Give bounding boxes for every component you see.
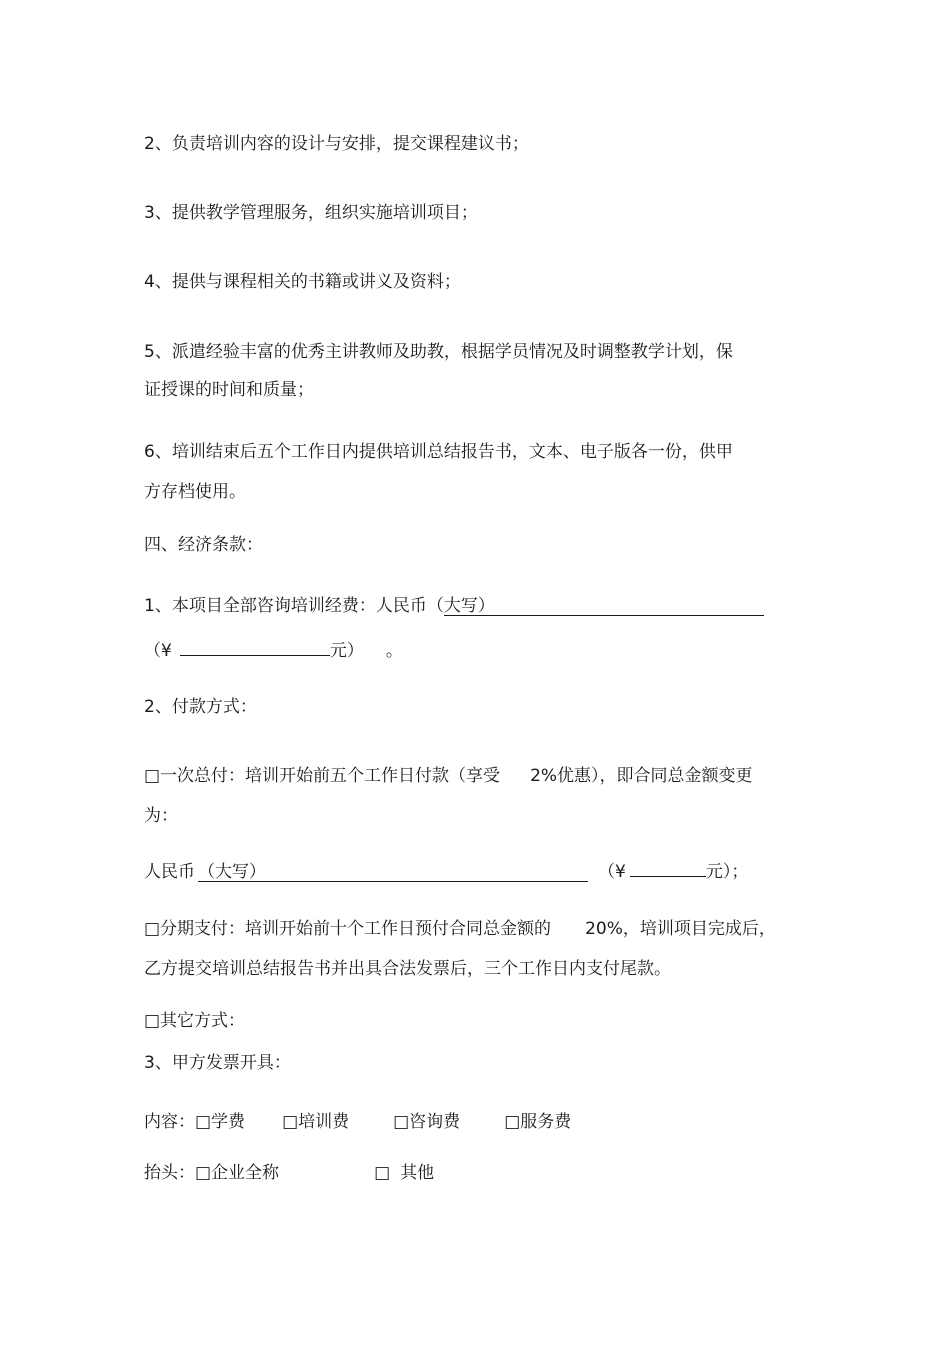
option2-percent: 20%，培训项目完成后， [585, 919, 776, 939]
fee-daxie-label: 大写） [443, 596, 495, 616]
rmb-yen-open: （¥ [598, 862, 626, 882]
payment-option-installment[interactable] [144, 918, 776, 940]
clause-item-4: 4、提供与课程相关的书籍或讲义及资料； [144, 272, 461, 292]
invoice-option-tuition[interactable]: □学费 [195, 1112, 246, 1132]
invoice-content-label: 内容： [144, 1112, 195, 1132]
fee-label: 1、本项目全部咨询培训经费：人民币（ [144, 596, 444, 616]
fee-numeric-blank[interactable] [180, 635, 330, 656]
fee-yen-open: （¥ [144, 641, 172, 661]
fee-period: 。 [385, 641, 403, 661]
clause-item-2: 2、负责培训内容的设计与安排，提交课程建议书； [144, 134, 529, 154]
option1-discount: 2%优惠），即合同总金额变更 [530, 766, 753, 786]
clause-item-5-line-1: 5、派遣经验丰富的优秀主讲教师及助教，根据学员情况及时调整教学计划，保 [144, 342, 733, 362]
clause-item-6-line-1: 6、培训结束后五个工作日内提供培训总结报告书，文本、电子版各一份，供甲 [144, 442, 733, 462]
clause-item-3: 3、提供教学管理服务，组织实施培训项目； [144, 203, 478, 223]
option2-line-2: 乙方提交培训总结报告书并出具合法发票后，三个工作日内支付尾款。 [144, 959, 671, 979]
invoice-title-other-label: 其他 [400, 1163, 435, 1183]
invoice-title-line [144, 1162, 434, 1184]
option1-line-2: 为： [144, 806, 178, 826]
rmb-yuan-close: 元）； [705, 862, 749, 882]
invoice-content-line [144, 1111, 571, 1133]
invoice-title-other-checkbox[interactable]: □ [374, 1163, 391, 1183]
payment-heading: 2、付款方式： [144, 697, 257, 717]
invoice-option-training-fee[interactable]: □培训费 [282, 1112, 350, 1132]
payment-option-lump-sum[interactable] [144, 765, 753, 787]
invoice-title-full-name[interactable]: □企业全称 [195, 1163, 280, 1183]
invoice-option-service-fee[interactable]: □服务费 [504, 1112, 572, 1132]
rmb-numeric-blank[interactable] [630, 856, 706, 877]
fee-line [144, 595, 764, 617]
fee-amount-blank[interactable] [444, 595, 764, 616]
rmb-amount-blank[interactable] [198, 861, 588, 882]
invoice-heading: 3、甲方发票开具： [144, 1053, 291, 1073]
invoice-title-label: 抬头： [144, 1163, 195, 1183]
clause-item-5-line-2: 证授课的时间和质量； [144, 380, 314, 400]
payment-option-other[interactable]: □其它方式： [144, 1011, 246, 1031]
option1-text: □一次总付：培训开始前五个工作日付款（享受 [144, 766, 501, 786]
section-heading-economic-terms: 四、经济条款： [144, 535, 263, 555]
fee-numeric-line [144, 635, 403, 662]
clause-item-6-line-2: 方存档使用。 [144, 482, 246, 502]
fee-yuan-close: 元） [329, 641, 364, 661]
rmb-amount-line [144, 856, 748, 883]
rmb-label-prefix: 人民币 [144, 862, 195, 882]
invoice-option-consulting-fee[interactable]: □咨询费 [393, 1112, 461, 1132]
rmb-daxie: （大写） [198, 862, 266, 882]
option2-text: □分期支付：培训开始前十个工作日预付合同总金额的 [144, 919, 552, 939]
